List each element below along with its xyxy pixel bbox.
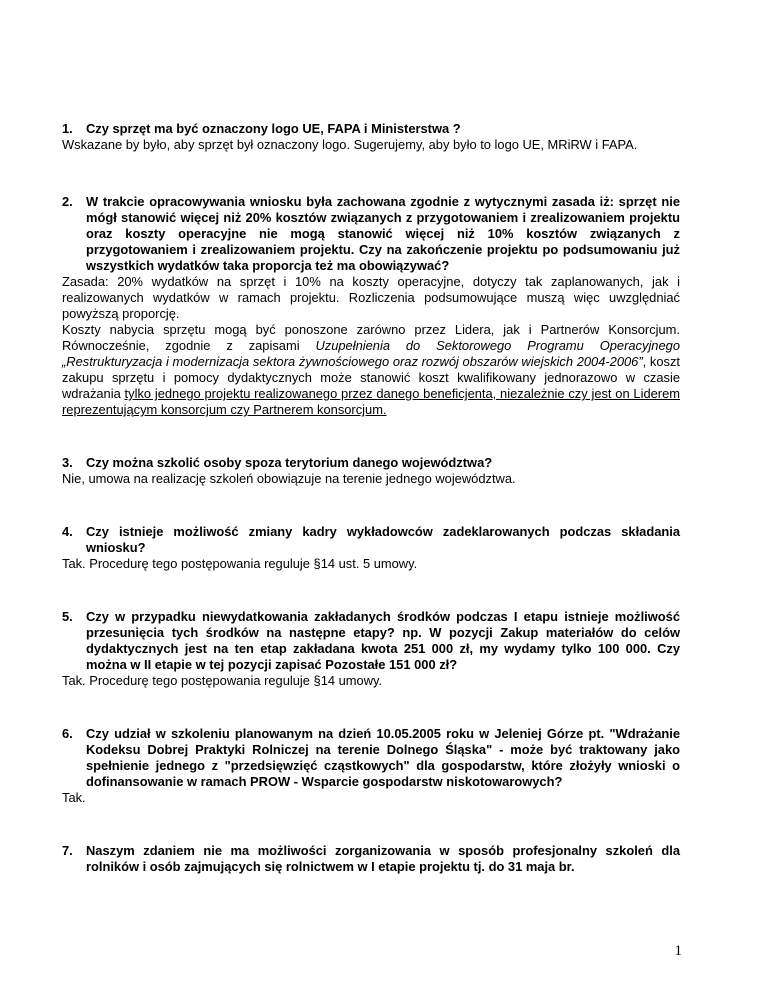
question-text: Czy udział w szkoleniu planowanym na dzień 10.05.2005 roku w Jeleniej Górze pt. "Wdrażanie Kodeksu Dobrej Praktyki Rolniczej na terenie Dolnego Śląska" - może być traktowany jako spełnienie jednego z "przedsięwzięć cząstkowych" dla gospodarstw, które złożyły wnioski o dofinansowanie w ramach PROW - Wsparcie gospodarstw niskotowarowych? (86, 726, 680, 789)
question-number: 5. (62, 609, 73, 624)
question-text: Czy istnieje możliwość zmiany kadry wykładowców zadeklarowanych podczas składania wniosku? (86, 524, 680, 555)
question-6 (62, 726, 680, 790)
underlined-text: tylko jednego projektu realizowanego przez danego beneficjenta, niezależnie czy jest on Liderem reprezentującym konsorcjum czy Partnerem konsorcjum. (62, 386, 680, 417)
question-text: Czy można szkolić osoby spoza terytorium danego województwa? (86, 455, 493, 470)
answer-text: Nie, umowa na realizację szkoleń obowiązuje na terenie jednego województwa. (62, 471, 516, 486)
answer-text-part: , koszt zakupu sprzętu i pomocy dydaktycznych może stanowić koszt kwalifikowany jednorazowo w czasie wdrażania (62, 354, 681, 401)
document-title-italic: Uzupełnienia do Sektorowego Programu Operacyjnego „Restrukturyzacja i modernizacja sektora żywnościowego oraz rozwój obszarów wiejskich 2004-2006” (62, 338, 680, 369)
question-number: 3. (62, 455, 73, 470)
question-5 (62, 609, 680, 673)
answer-text: Tak. (62, 790, 86, 805)
question-text: Czy w przypadku niewydatkowania zakładanych środków podczas I etapu istnieje możliwość przesunięcia tych środków na następne etapy? np. W pozycji Zakup materiałów do celów dydaktycznych jest na ten etap zakładana kwota 251 000 zł, my wydamy tylko 100 000. Czy można w II etapie w tej pozycji zapisać Pozostałe 151 000 zł? (86, 609, 680, 672)
faq-item-7 (62, 843, 680, 875)
answer-text: Wskazane by było, aby sprzęt był oznaczony logo. Sugerujemy, aby było to logo UE, MRiRW i FAPA. (62, 137, 638, 152)
faq-item-5 (62, 609, 680, 689)
answer-text: Tak. Procedurę tego postępowania reguluje §14 ust. 5 umowy. (62, 556, 418, 571)
question-1 (62, 121, 680, 137)
question-number: 6. (62, 726, 73, 741)
question-number: 7. (62, 843, 73, 858)
question-number: 2. (62, 194, 73, 209)
answer-paragraph-2 (62, 322, 680, 418)
faq-item-6 (62, 726, 680, 806)
question-number: 4. (62, 524, 73, 539)
page-number: 1 (674, 943, 682, 959)
question-4 (62, 524, 680, 556)
question-text: Naszym zdaniem nie ma możliwości zorganizowania w sposób profesjonalny szkoleń dla rolników i osób zajmujących się rolnictwem w I etapie projektu tj. do 31 maja br. (86, 843, 680, 874)
faq-item-2 (62, 194, 680, 418)
question-2 (62, 194, 680, 274)
question-7 (62, 843, 680, 875)
question-3 (62, 455, 680, 471)
answer-text-part: Koszty nabycia sprzętu mogą być ponoszone zarówno przez Lidera, jak i Partnerów Konsorcjum. Równocześnie, zgodnie z zapisami (62, 322, 680, 353)
question-text: W trakcie opracowywania wniosku była zachowana zgodnie z wytycznymi zasada iż: sprzęt nie mógł stanowić więcej niż 20% kosztów związanych z przygotowaniem i zrealizowaniem projektu oraz koszty operacyjne nie mogą stanowić więcej niż 10% kosztów związanych z przygotowaniem i zrealizowaniem projektu. Czy na zakończenie projektu po podsumowaniu już wszystkich wydatków taka proporcja też ma obowiązywać? (86, 194, 680, 273)
faq-item-4 (62, 524, 680, 572)
faq-item-3 (62, 455, 680, 487)
answer-text: Zasada: 20% wydatków na sprzęt i 10% na koszty operacyjne, dotyczy tak zaplanowanych, jak i realizowanych wydatków w ramach projektu. Rozliczenia podsumowujące muszą więc uwzględniać powyższą proporcję. (62, 274, 680, 321)
answer-text: Tak. Procedurę tego postępowania reguluje §14 umowy. (62, 673, 383, 688)
document-body (62, 121, 680, 875)
question-text: Czy sprzęt ma być oznaczony logo UE, FAPA i Ministerstwa ? (86, 121, 461, 136)
faq-item-1 (62, 121, 680, 153)
question-number: 1. (62, 121, 73, 136)
